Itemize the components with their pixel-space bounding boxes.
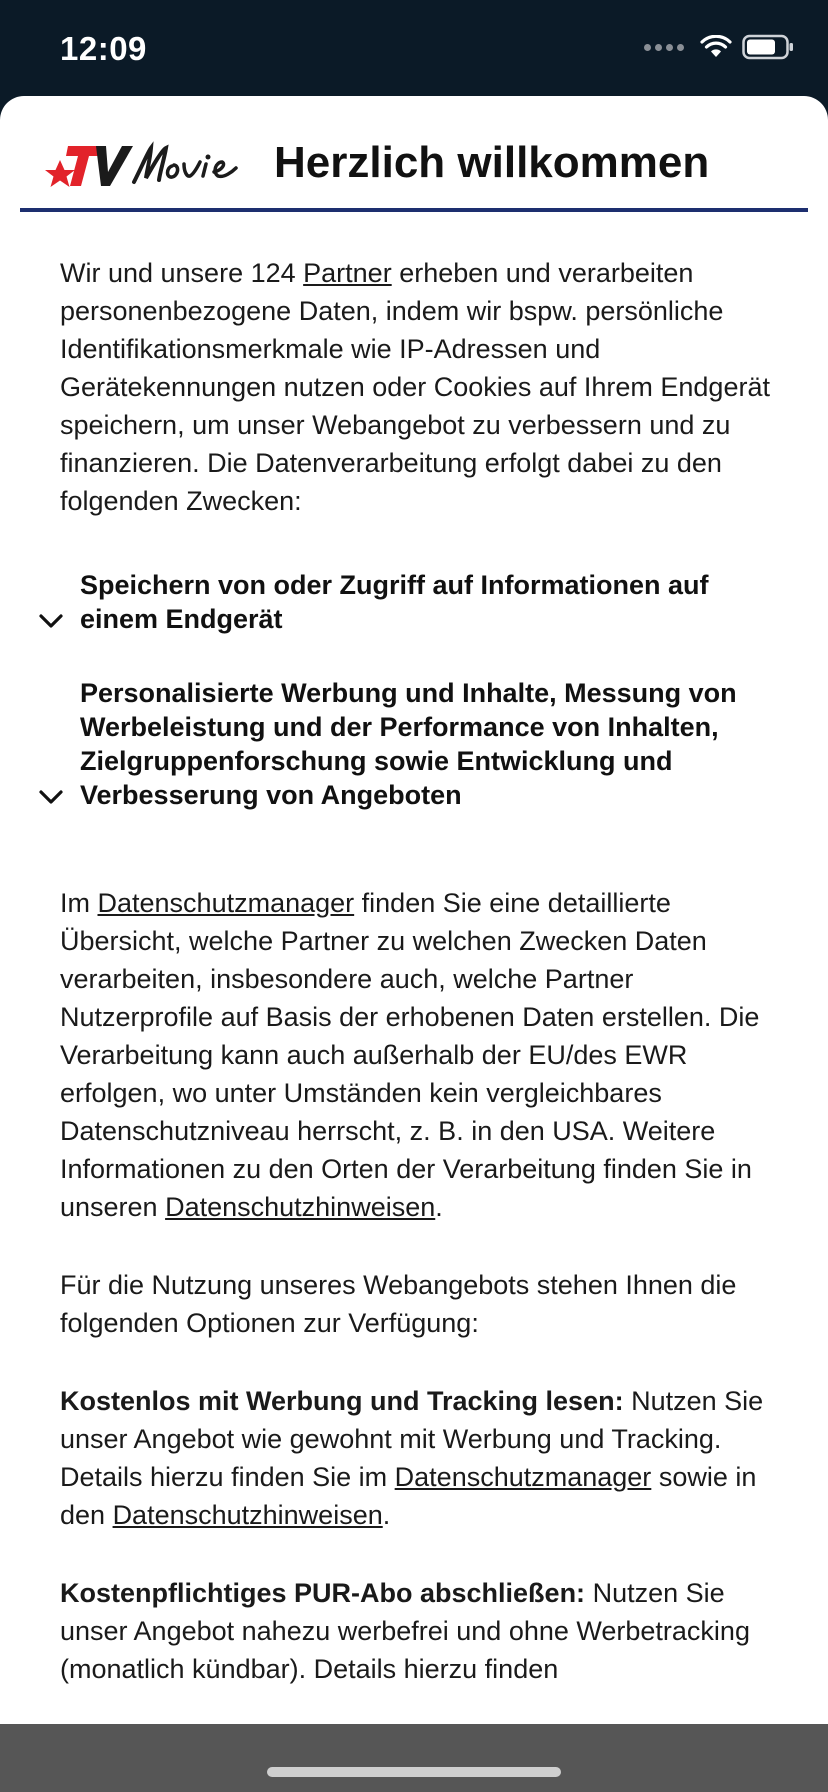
purpose-label: Speichern von oder Zugriff auf Informationen auf einem Endgerät — [80, 570, 709, 634]
status-time: 12:09 — [60, 30, 147, 67]
battery-icon — [742, 34, 794, 60]
manager-paragraph: Im Datenschutzmanager finden Sie eine detaillierte Übersicht, welche Partner zu welchen Zwecken Daten verarbeiten, insbesondere auch, welche Partner Nutzerprofile auf Basis der erhobenen Daten erstellen. Die Verarbeitung kann auch außerhalb der EU/des EWR erfolgen, wo unter Umständen kein vergleichbares Datenschutzniveau herrscht, z. B. in den USA. Weitere Informationen zu den Orten der Verarbeitung finden Sie in unseren Datenschutzhinweisen. — [60, 888, 760, 1222]
tv-movie-logo — [38, 130, 258, 198]
purpose-item-storage[interactable] — [60, 568, 772, 636]
consent-content — [60, 254, 772, 1688]
status-bar — [0, 0, 828, 96]
option-pur-heading: Kostenpflichtiges PUR-Abo abschließen: — [60, 1578, 586, 1608]
bottom-bar — [0, 1724, 828, 1792]
privacy-notice-link[interactable]: Datenschutzhinweisen — [165, 1192, 436, 1222]
consent-sheet — [0, 96, 828, 1724]
chevron-down-icon — [38, 610, 64, 632]
wifi-icon — [700, 35, 732, 59]
purpose-item-advertising[interactable] — [60, 676, 772, 812]
privacy-manager-link[interactable]: Datenschutzmanager — [394, 1462, 652, 1492]
options-intro: Für die Nutzung unseres Webangebots stehen Ihnen die folgenden Optionen zur Verfügung: — [60, 1270, 737, 1338]
purpose-list — [60, 568, 772, 812]
page-title: Herzlich willkommen — [274, 138, 710, 187]
option-free: Kostenlos mit Werbung und Tracking lesen: Nutzen Sie unser Angebot wie gewohnt mit Werbung und Tracking. Details hierzu finden Sie im Datenschutzmanager sowie in den Datenschutzhinweisen. — [60, 1386, 764, 1530]
privacy-manager-link[interactable]: Datenschutzmanager — [97, 888, 355, 918]
chevron-down-icon — [38, 786, 64, 808]
partner-link[interactable]: Partner — [303, 258, 392, 288]
privacy-notice-link[interactable]: Datenschutzhinweisen — [112, 1500, 383, 1530]
home-indicator[interactable] — [267, 1767, 561, 1777]
option-pur: Kostenpflichtiges PUR-Abo abschließen: Nutzen Sie unser Angebot nahezu werbefrei und ohne Werbetracking (monatlich kündbar). Details hierzu finden — [60, 1578, 750, 1684]
signal-icon — [644, 44, 684, 51]
consent-header — [20, 122, 808, 212]
intro-paragraph: Wir und unsere 124 Partner erheben und verarbeiten personenbezogene Daten, indem wir bspw. persönliche Identifikationsmerkmale wie IP-Adressen und Gerätekennungen nutzen oder Cookies auf Ihrem Endgerät speichern, um unser Webangebot zu verbessern und zu finanzieren. Die Datenverarbeitung erfolgt dabei zu den folgenden Zwecken: — [60, 258, 770, 516]
option-free-heading: Kostenlos mit Werbung und Tracking lesen: — [60, 1386, 624, 1416]
purpose-label: Personalisierte Werbung und Inhalte, Messung von Werbeleistung und der Performance von Inhalten, Zielgruppenforschung sowie Entwicklung und Verbesserung von Angeboten — [80, 678, 737, 810]
status-icons — [644, 34, 794, 60]
